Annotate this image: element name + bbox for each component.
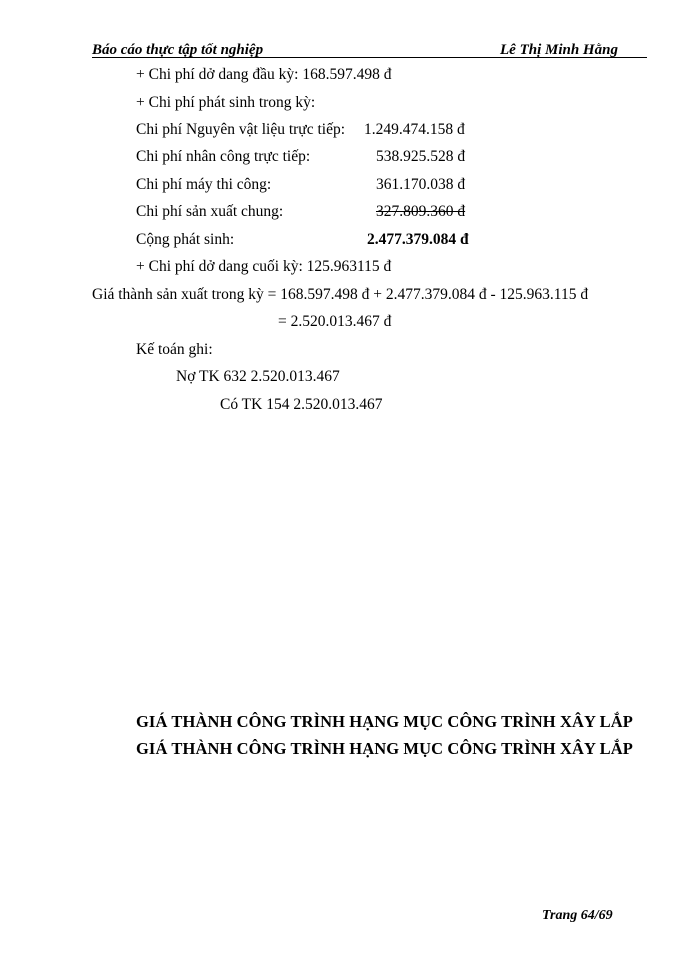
cost-item-label: Chi phí Nguyên vật liệu trực tiếp: bbox=[136, 121, 346, 138]
entry-title: Kế toán ghi: bbox=[136, 341, 213, 358]
page-number: Trang 64/69 bbox=[542, 908, 613, 923]
formula-result: = 2.520.013.467 đ bbox=[278, 313, 392, 330]
cost-item-amount: 538.925.528 đ bbox=[376, 148, 466, 165]
incurred-title: + Chi phí phát sinh trong kỳ: bbox=[136, 94, 316, 111]
cost-item-amount: 1.249.474.158 đ bbox=[364, 121, 465, 138]
total-amount: 2.477.379.084 đ bbox=[367, 231, 469, 248]
header-author-name: Lê Thị Minh Hằng bbox=[500, 42, 618, 58]
cost-item-amount: 327.809.360 đ bbox=[376, 203, 466, 220]
formula-line: Giá thành sản xuất trong kỳ = 168.597.498 đ + 2.477.379.084 đ - 125.963.115 đ bbox=[92, 286, 589, 303]
section-heading: GIÁ THÀNH CÔNG TRÌNH HẠNG MỤC CÔNG TRÌNH XÂY LẮP bbox=[136, 739, 633, 758]
header-report-title: Báo cáo thực tập tốt nghiệp bbox=[92, 42, 264, 58]
opening-wip-line: + Chi phí dở dang đầu kỳ: 168.597.498 đ bbox=[136, 66, 392, 83]
cost-item-label: Chi phí nhân công trực tiếp: bbox=[136, 148, 311, 165]
cost-item-label: Chi phí máy thi công: bbox=[136, 176, 272, 193]
header-divider bbox=[92, 57, 647, 58]
debit-entry: Nợ TK 632 2.520.013.467 bbox=[176, 368, 340, 385]
closing-wip-line: + Chi phí dở dang cuối kỳ: 125.963115 đ bbox=[136, 258, 392, 275]
section-heading: GIÁ THÀNH CÔNG TRÌNH HẠNG MỤC CÔNG TRÌNH XÂY LẮP bbox=[136, 712, 633, 731]
cost-item-label: Chi phí sản xuất chung: bbox=[136, 203, 284, 220]
credit-entry: Có TK 154 2.520.013.467 bbox=[220, 396, 383, 413]
cost-item-amount: 361.170.038 đ bbox=[376, 176, 466, 193]
total-label: Cộng phát sinh: bbox=[136, 231, 235, 248]
